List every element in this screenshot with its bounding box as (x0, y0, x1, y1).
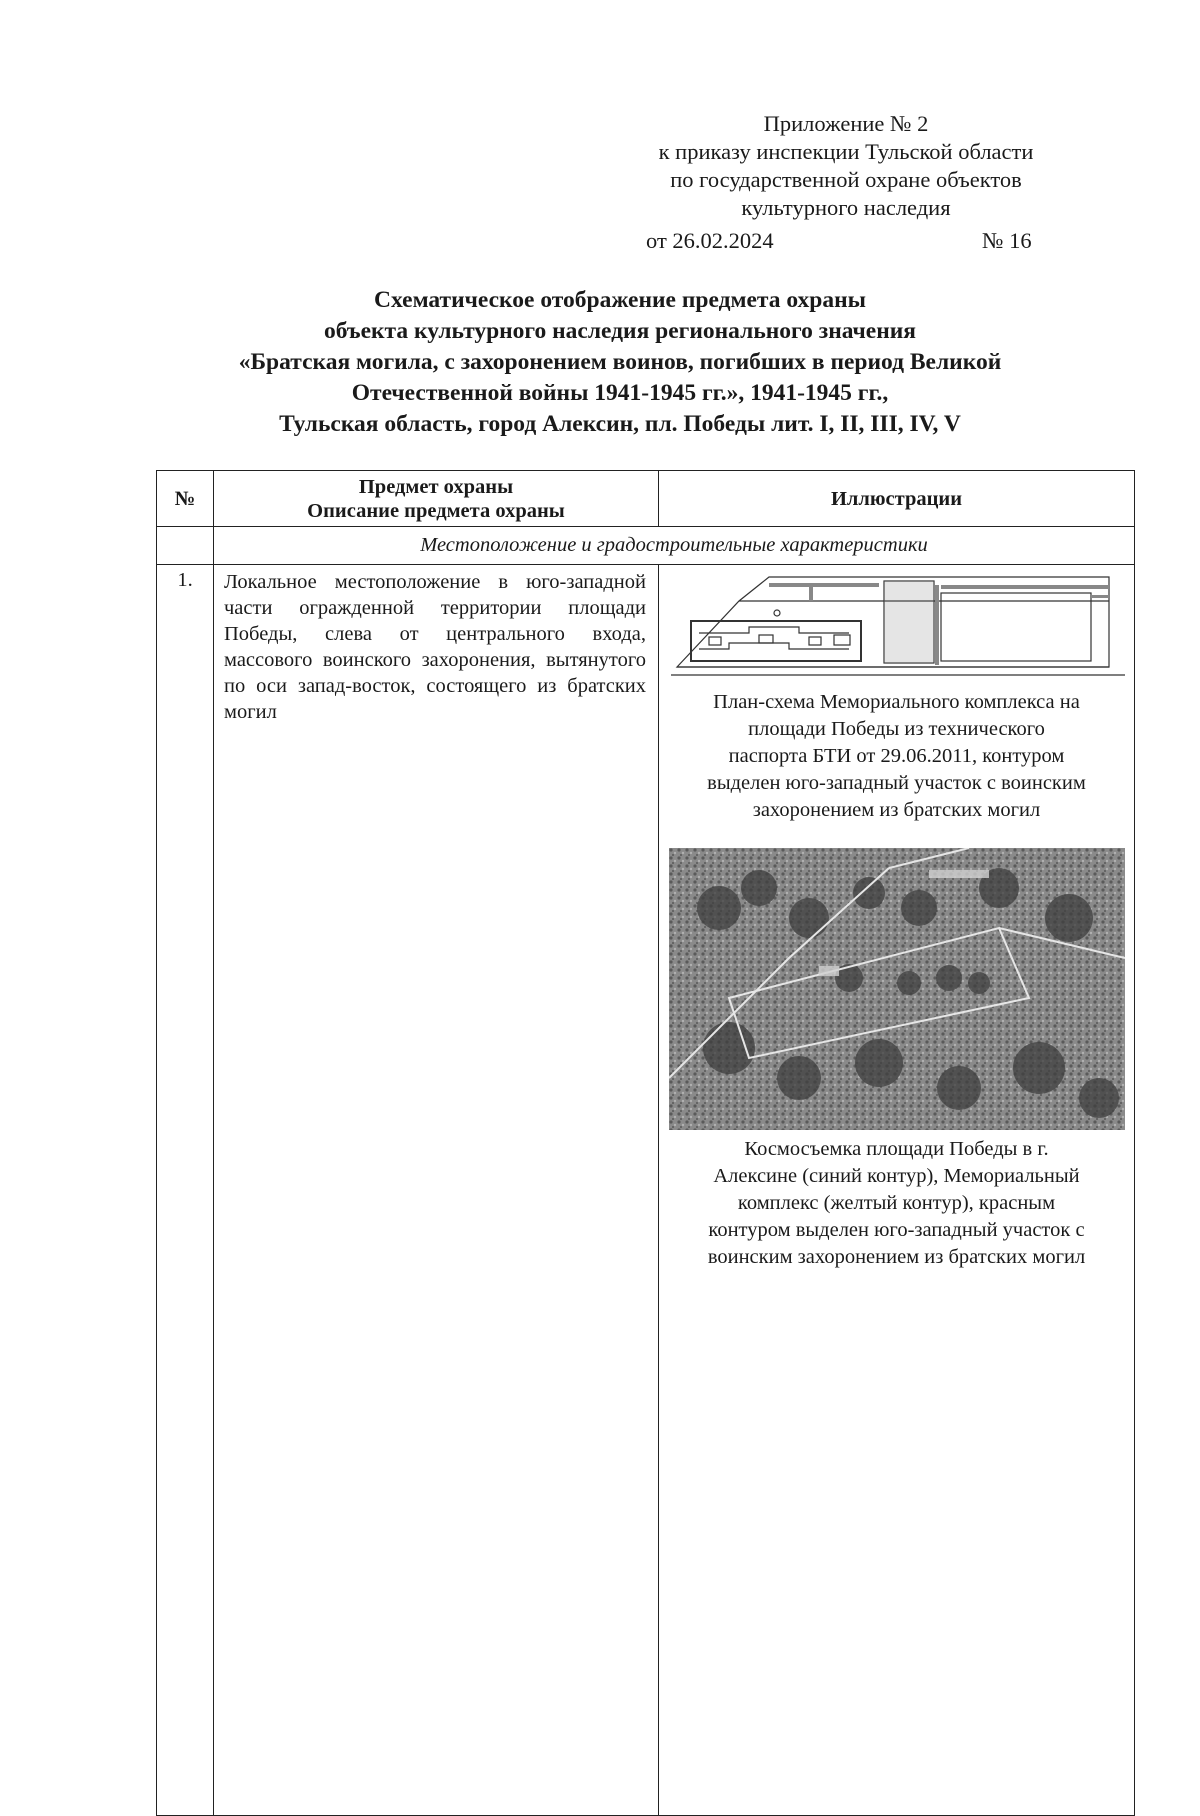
title-line: Отечественной войны 1941-1945 гг.», 1941-1945 гг., (351, 380, 889, 406)
plan-caption-line: захоронением из братских могил (752, 799, 1041, 821)
title-line: Схематическое отображение предмета охраны (374, 287, 866, 313)
satellite-image (669, 848, 1125, 1130)
order-date: от 26.02.2024 (646, 228, 774, 253)
row-number: 1. (157, 565, 214, 1816)
satellite-caption-line: воинским захоронением из братских могил (707, 1246, 1086, 1268)
appendix-title: Приложение № 2 (763, 111, 929, 136)
plan-caption-line: выделен юго-западный участок с воинским (707, 772, 1086, 794)
section-row (157, 527, 1135, 565)
header-num: № (157, 471, 214, 527)
title-line: Тульская область, город Алексин, пл. Победы лит. I, II, III, IV, V (279, 411, 961, 437)
table-header-row (157, 471, 1135, 527)
header-illustrations: Иллюстрации (659, 471, 1135, 527)
document-title (150, 285, 1090, 440)
header-subject-line1: Предмет охраны (358, 475, 514, 498)
plan-caption (669, 689, 1124, 824)
section-title: Местоположение и градостроительные характеристики (214, 527, 1135, 565)
header-subject-line2: Описание предмета охраны (307, 499, 565, 522)
section-empty-cell (157, 527, 214, 565)
appendix-block (596, 110, 1096, 222)
title-line: объекта культурного наследия регионального значения (323, 318, 917, 344)
protection-subject-table (156, 470, 1135, 1816)
satellite-caption-line: Алексине (синий контур), Мемориальный (713, 1165, 1080, 1187)
satellite-caption (669, 1136, 1124, 1271)
row-description: Локальное местоположение в юго-западной части огражденной территории площади Победы, слева от центрального входа, массового воинского захоронения, вытянутого по оси запад-восток, состоящего из братских могил (214, 565, 659, 1816)
row-illustrations (659, 565, 1135, 1816)
plan-caption-line: План-схема Мемориального комплекса на (713, 691, 1080, 713)
satellite-caption-line: Космосъемка площади Победы в г. (744, 1138, 1049, 1160)
plan-scheme-image (669, 571, 1125, 683)
plan-caption-line: паспорта БТИ от 29.06.2011, контуром (728, 745, 1065, 767)
order-number: № 16 (982, 228, 1032, 253)
satellite-caption-line: контуром выделен юго-западный участок с (708, 1219, 1085, 1241)
appendix-line: культурного наследия (741, 195, 951, 220)
appendix-line: к приказу инспекции Тульской области (658, 139, 1034, 164)
appendix-line: по государственной охране объектов (670, 167, 1022, 192)
header-subject (214, 471, 659, 527)
plan-caption-line: площади Победы из технического (748, 718, 1045, 740)
title-line: «Братская могила, с захоронением воинов, погибших в период Великой (238, 349, 1002, 375)
table-row (157, 565, 1135, 1816)
satellite-caption-line: комплекс (желтый контур), красным (737, 1192, 1056, 1214)
